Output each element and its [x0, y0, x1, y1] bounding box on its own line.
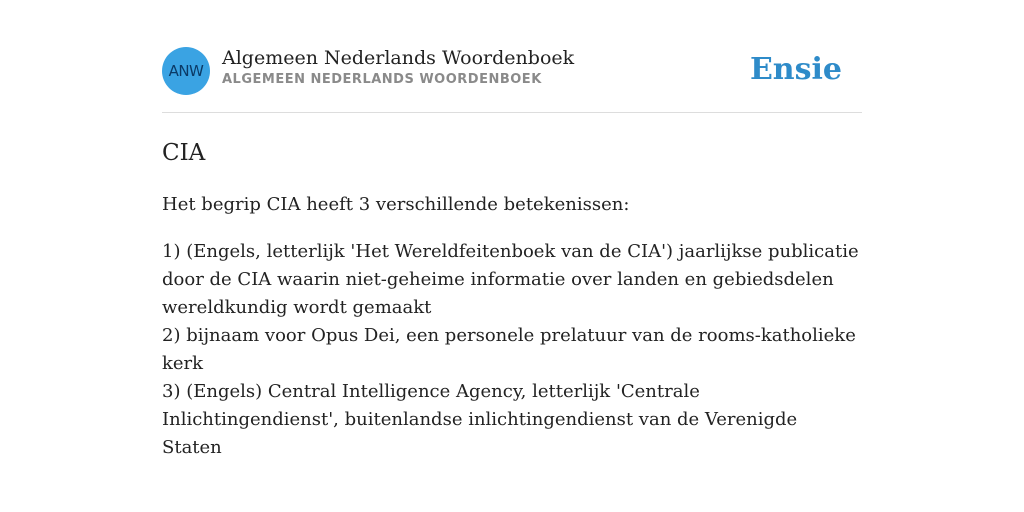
entry-intro: Het begrip CIA heeft 3 verschillende betekenissen:: [162, 194, 630, 215]
entry-term: CIA: [162, 140, 206, 166]
meanings-list: [162, 238, 862, 462]
source-title-block: [222, 46, 574, 89]
source-header: [162, 0, 862, 113]
anw-logo[interactable]: ANW: [162, 47, 210, 95]
dictionary-title[interactable]: Algemeen Nederlands Woordenboek: [222, 47, 575, 69]
meaning-item: 3) (Engels) Central Intelligence Agency, letterlijk 'Centrale Inlichtingendienst', buitenlandse inlichtingendienst van de Verenigde Staten: [162, 381, 798, 458]
meaning-item: 1) (Engels, letterlijk 'Het Wereldfeitenboek van de CIA') jaarlijkse publicatie door de CIA waarin niet-geheime informatie over landen en gebiedsdelen wereldkundig wordt gemaakt: [162, 241, 859, 318]
content-container: [162, 0, 862, 462]
ensie-brand-link[interactable]: Ensie: [749, 52, 842, 87]
dictionary-subtitle: ALGEMEEN NEDERLANDS WOORDENBOEK: [222, 72, 542, 87]
meaning-item: 2) bijnaam voor Opus Dei, een personele prelatuur van de rooms-katholieke kerk: [162, 325, 856, 374]
